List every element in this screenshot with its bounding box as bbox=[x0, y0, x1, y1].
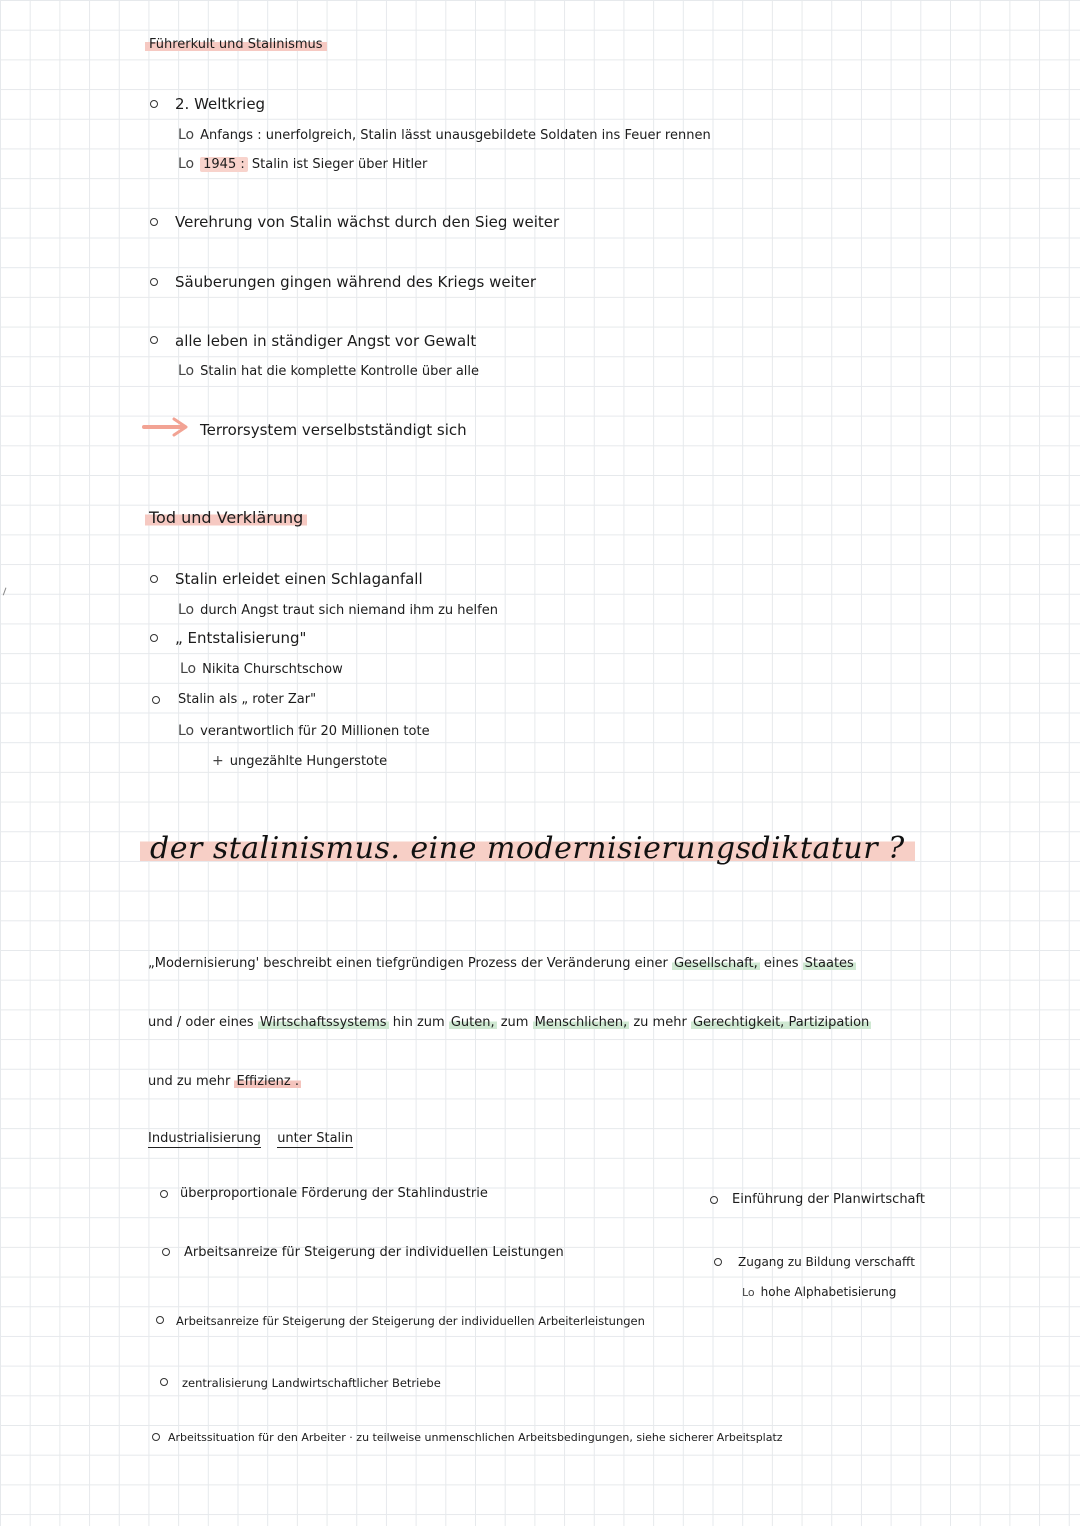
bullet bbox=[150, 634, 158, 642]
list-item: 2. Weltkrieg bbox=[175, 95, 266, 113]
list-item: Arbeitsanreize für Steigerung der Steigerung der individuellen Arbeiterleistungen bbox=[176, 1314, 645, 1328]
definition-line-2: und / oder eines Wirtschaftssystems hin zum Guten, zum Menschlichen, zu mehr Gerechtigkeit, Partizipation bbox=[148, 1015, 870, 1030]
bullet bbox=[162, 1248, 170, 1256]
sub-item: Lo Nikita Churschtschow bbox=[180, 661, 343, 677]
bullet bbox=[152, 1433, 160, 1441]
sub-item: Lo 1945 : Stalin ist Sieger über Hitler bbox=[178, 156, 428, 172]
list-item: Verehrung von Stalin wächst durch den Sieg weiter bbox=[175, 213, 560, 231]
list-item: Stalin erleidet einen Schlaganfall bbox=[175, 570, 423, 588]
list-item: zentralisierung Landwirtschaftlicher Betriebe bbox=[182, 1376, 441, 1390]
bullet bbox=[152, 696, 160, 704]
bullet bbox=[710, 1196, 718, 1204]
list-item: überproportionale Förderung der Stahlindustrie bbox=[180, 1186, 488, 1201]
list-item: alle leben in ständiger Angst vor Gewalt bbox=[175, 332, 477, 350]
list-item: Arbeitssituation für den Arbeiter · zu teilweise unmenschlichen Arbeitsbedingungen, siehe sicherer Arbeitsplatz bbox=[168, 1431, 783, 1444]
sub-item: + ungezählte Hungerstote bbox=[212, 753, 388, 769]
sub-item: Lo Anfangs : unerfolgreich, Stalin lässt unausgebildete Soldaten ins Feuer rennen bbox=[178, 127, 711, 143]
list-item: Zugang zu Bildung verschafft bbox=[738, 1255, 915, 1269]
list-item: Säuberungen gingen während des Kriegs weiter bbox=[175, 273, 537, 291]
list-item: Arbeitsanreize für Steigerung der individuellen Leistungen bbox=[184, 1245, 564, 1260]
sub-item: Lo Stalin hat die komplette Kontrolle über alle bbox=[178, 363, 480, 379]
bullet bbox=[150, 575, 158, 583]
list-item: Stalin als „ roter Zar" bbox=[178, 692, 317, 707]
section-heading-tod: Tod und Verklärung bbox=[145, 508, 307, 527]
sub-item: Lo durch Angst traut sich niemand ihm zu helfen bbox=[178, 602, 498, 618]
sub-item: Lo hohe Alphabetisierung bbox=[742, 1285, 897, 1299]
section-heading-fuehrerkult: Führerkult und Stalinismus bbox=[145, 36, 327, 54]
bullet bbox=[156, 1316, 164, 1324]
section-heading-industrialisierung: Industrialisierung unter Stalin bbox=[148, 1131, 354, 1146]
definition-line-3: und zu mehr Effizienz . bbox=[148, 1074, 299, 1089]
bullet bbox=[714, 1258, 722, 1266]
list-item: Einführung der Planwirtschaft bbox=[732, 1192, 925, 1207]
sub-item: Lo verantwortlich für 20 Millionen tote bbox=[178, 723, 430, 739]
bullet bbox=[160, 1378, 168, 1386]
page-title: der stalinismus. eine modernisierungsdiktatur ? bbox=[140, 830, 915, 868]
bullet bbox=[150, 336, 158, 344]
arrow-right-icon bbox=[142, 416, 194, 438]
bullet bbox=[150, 100, 158, 108]
bullet bbox=[160, 1190, 168, 1198]
bullet bbox=[150, 278, 158, 286]
bullet bbox=[150, 218, 158, 226]
conclusion-text: Terrorsystem verselbstständigt sich bbox=[200, 421, 467, 439]
list-item: „ Entstalisierung" bbox=[175, 629, 307, 647]
definition-line-1: „Modernisierung' beschreibt einen tiefgründigen Prozess der Veränderung einer Gesellschaft, eines Staates bbox=[148, 956, 854, 971]
margin-mark bbox=[3, 588, 9, 597]
